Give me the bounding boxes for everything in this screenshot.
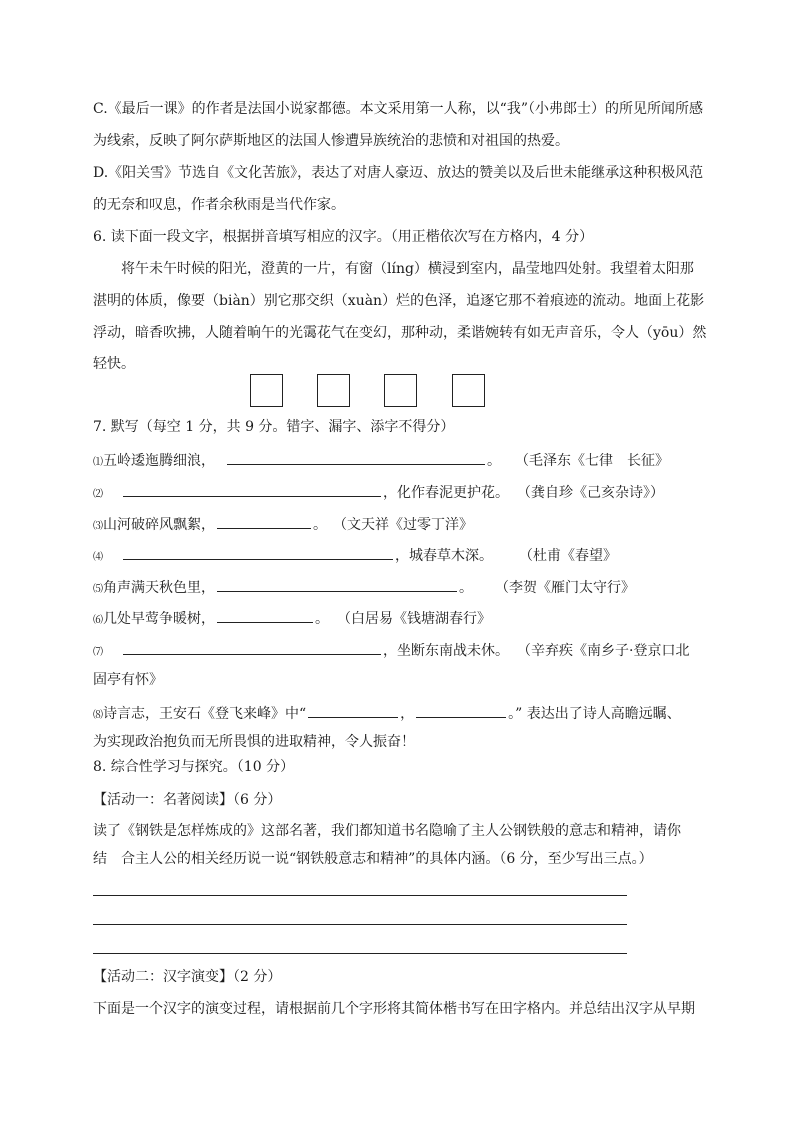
q7-item-1	[93, 450, 669, 472]
activity-1-line2-start: 结	[93, 851, 107, 867]
item-suffix: ，城春草木深。	[395, 548, 493, 564]
item-suffix: 。	[315, 611, 329, 627]
answer-box-3[interactable]	[384, 374, 417, 407]
question-8-title: 8. 综合性学习与探究。（10 分）	[93, 759, 295, 775]
q6-paragraph-line1: 将午未午时候的阳光，澄黄的一片，有窗（líng）横浸到室内，晶莹地四处射。我望着太阳那	[121, 261, 694, 277]
item-number: ⑹	[93, 615, 103, 626]
item-prefix: 角声满天秋色里，	[103, 580, 215, 596]
q7-item-7	[93, 640, 689, 662]
activity-2-title: 【活动二：汉字演变】（2 分）	[93, 969, 282, 985]
item-number: ⑸	[93, 584, 103, 595]
answer-line-3[interactable]	[93, 953, 627, 954]
activity-1-line1: 读了《钢铁是怎样炼成的》这部名著，我们都知道书名隐喻了主人公钢铁般的意志和精神，请你	[93, 823, 681, 839]
fill-blank[interactable]	[123, 482, 381, 497]
activity-1-title: 【活动一：名著阅读】（6 分）	[93, 792, 282, 808]
option-d-line2: 的无奈和叹息，作者余秋雨是当代作家。	[93, 197, 345, 213]
item-suffix: 。	[487, 453, 501, 469]
q7-item-2	[93, 482, 664, 504]
q7-item-3	[93, 514, 473, 536]
q7-item-4	[93, 545, 617, 567]
option-c-line2: 为线索，反映了阿尔萨斯地区的法国人惨遭异族统治的悲愤和对祖国的热爱。	[93, 133, 569, 149]
fill-blank-2[interactable]	[416, 703, 506, 718]
item-source: （龚自珍《己亥杂诗》）	[517, 485, 664, 501]
item-prefix: 几处早莺争暖树，	[103, 611, 215, 627]
item-number: ⑷	[93, 552, 103, 563]
q7-item-7-continued: 固亭有怀》	[93, 672, 163, 688]
option-d-line1: D.《阳关雪》节选自《文化苦旅》，表达了对唐人豪迈、放达的赞美以及后世未能继承这种积极风范	[93, 165, 704, 181]
item-number: ⑵	[93, 489, 103, 500]
item-number: ⑶	[93, 521, 103, 532]
answer-box-2[interactable]	[317, 374, 350, 407]
answer-box-1[interactable]	[250, 374, 283, 407]
item-suffix: 。	[459, 580, 473, 596]
q7-item-6	[93, 608, 491, 630]
fill-blank[interactable]	[123, 545, 393, 560]
q7-item-8-line2: 为实现政治抱负而无所畏惧的进取精神，令人振奋！	[93, 734, 415, 750]
fill-blank[interactable]	[123, 640, 381, 655]
item-source: （文天祥《过零丁洋》	[333, 517, 473, 533]
question-7-title: 7. 默写（每空 1 分，共 9 分。错字、漏字、添字不得分）	[93, 419, 455, 435]
item-source: （杜甫《春望》	[519, 548, 617, 564]
fill-blank[interactable]	[227, 450, 485, 465]
item-suffix: ，坐断东南战未休。	[383, 643, 509, 659]
item-source: （李贺《雁门太守行》	[495, 580, 635, 596]
item-number: ⑺	[93, 647, 103, 658]
item-prefix: 诗言志，王安石《登飞来峰》中“	[103, 706, 307, 722]
option-c-line1: C.《最后一课》的作者是法国小说家都德。本文采用第一人称，以“我”（小弗郎士）的所见所闻所感	[93, 101, 703, 117]
fill-blank[interactable]	[217, 514, 311, 529]
item-suffix: 。” 表达出了诗人高瞻远瞩、	[508, 706, 681, 722]
q6-paragraph-line3: 浮动，暗香吹拂，人随着晌午的光霭花气在变幻，那种动，柔谐婉转有如无声音乐，令人（yōu）然	[93, 325, 707, 341]
q6-paragraph-line2: 湛明的体质，像要（biàn）别它那交织（xuàn）烂的色泽，追逐它那不着痕迹的流动。地面上花影	[93, 293, 705, 309]
answer-line-1[interactable]	[93, 895, 627, 896]
q7-item-8	[93, 703, 681, 725]
item-number: ⑻	[93, 710, 103, 721]
item-prefix: 五岭逶迤腾细浪，	[103, 453, 215, 469]
item-suffix: 。	[313, 517, 327, 533]
item-source: （辛弃疾《南乡子·登京口北	[517, 643, 690, 659]
activity-2-line1: 下面是一个汉字的演变过程，请根据前几个字形将其简体楷书写在田字格内。并总结出汉字从早期	[93, 1001, 695, 1017]
item-suffix: ，化作春泥更护花。	[383, 485, 509, 501]
q7-item-5	[93, 577, 635, 599]
answer-box-4[interactable]	[452, 374, 485, 407]
item-number: ⑴	[93, 457, 103, 468]
q6-paragraph-line4: 轻快。	[93, 356, 135, 372]
fill-blank[interactable]	[217, 577, 457, 592]
question-6-title: 6. 读下面一段文字，根据拼音填写相应的汉字。（用正楷依次写在方格内，4 分）	[93, 229, 594, 245]
item-source: （毛泽东《七律 长征》	[515, 453, 669, 469]
fill-blank-1[interactable]	[308, 703, 398, 718]
activity-1-line2	[93, 850, 653, 868]
fill-blank[interactable]	[217, 608, 313, 623]
answer-line-2[interactable]	[93, 924, 627, 925]
item-source: （白居易《钱塘湖春行》	[337, 611, 491, 627]
activity-1-line2-rest: 合主人公的相关经历说一说“钢铁般意志和精神”的具体内涵。（6 分，至少写出三点。）	[121, 851, 653, 867]
item-separator: ，	[400, 706, 415, 722]
item-prefix: 山河破碎风飘絮，	[103, 517, 215, 533]
